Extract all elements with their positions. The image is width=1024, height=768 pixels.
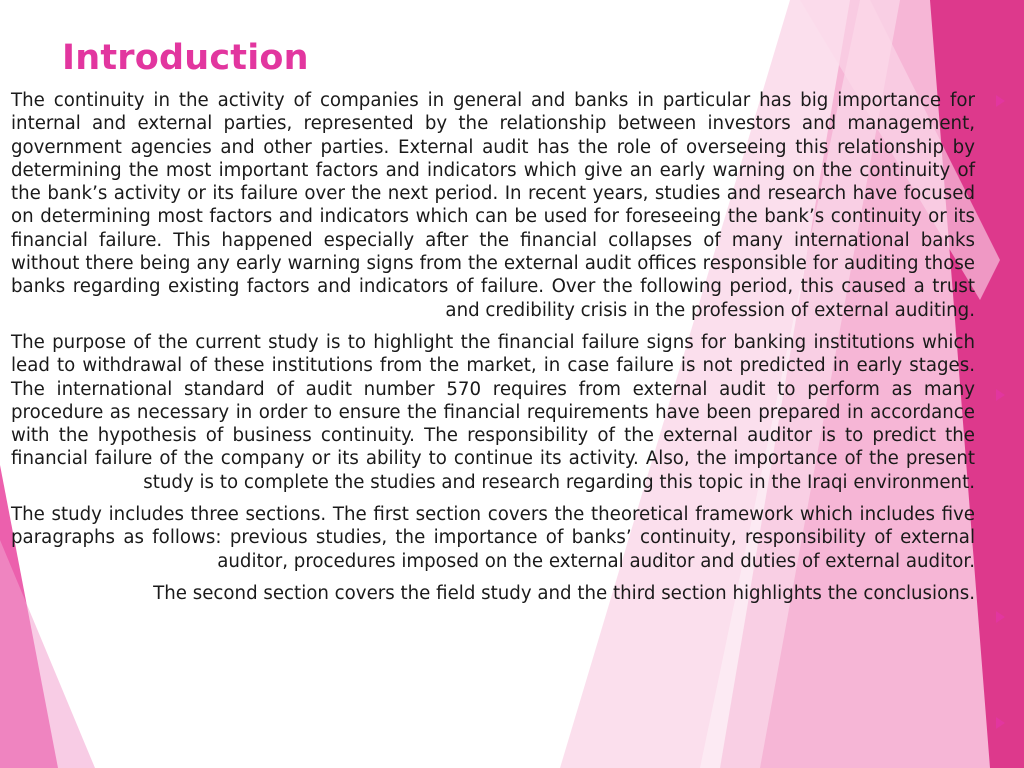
paragraph-continuity: The continuity in the activity of companies in general and banks in particular has big importance for internal and external parties, represented by the relationship between investors and management, government agencies and other parties. External audit has the role of overseeing this relationship by determining the most important factors and indicators which give an early warning on the continuity of the bank’s activity or its failure over the next period. In recent years, studies and research have focused on determining most factors and indicators which can be used for foreseeing the bank’s continuity or its financial failure. This happened especially after the financial collapses of many international banks without there being any early warning signs from the external audit offices responsible for auditing those banks regarding existing factors and indicators of failure. Over the following period, this caused a trust and credibility crisis in the profession of external auditing. <box>11 90 975 321</box>
slide-body <box>11 89 975 614</box>
paragraph-purpose: The purpose of the current study is to highlight the financial failure signs for banking institutions which lead to withdrawal of these institutions from the market, in case failure is not predicted in early stages. The international standard of audit number 570 requires from external audit to perform as many procedure as necessary in order to ensure the financial requirements have been prepared in accordance with the hypothesis of business continuity. The responsibility of the external auditor is to predict the financial failure of the company or its ability to continue its activity. Also, the importance of the present study is to complete the studies and research regarding this topic in the Iraqi environment. <box>11 331 975 493</box>
bullet-triangle-icon <box>996 389 1005 401</box>
bullet-triangle-icon <box>996 717 1005 729</box>
paragraph-sections: The study includes three sections. The first section covers the theoretical framework which includes five paragraphs as follows: previous studies, the importance of banks’ continuity, responsibility of external auditor, procedures imposed on the external auditor and duties of external auditor. <box>11 504 975 572</box>
bullet-triangle-icon <box>996 95 1005 107</box>
slide-title: Introduction <box>62 38 309 78</box>
bullet-triangle-icon <box>996 611 1005 623</box>
paragraph-second-section: The second section covers the field study and the third section highlights the conclusions. <box>153 582 975 604</box>
